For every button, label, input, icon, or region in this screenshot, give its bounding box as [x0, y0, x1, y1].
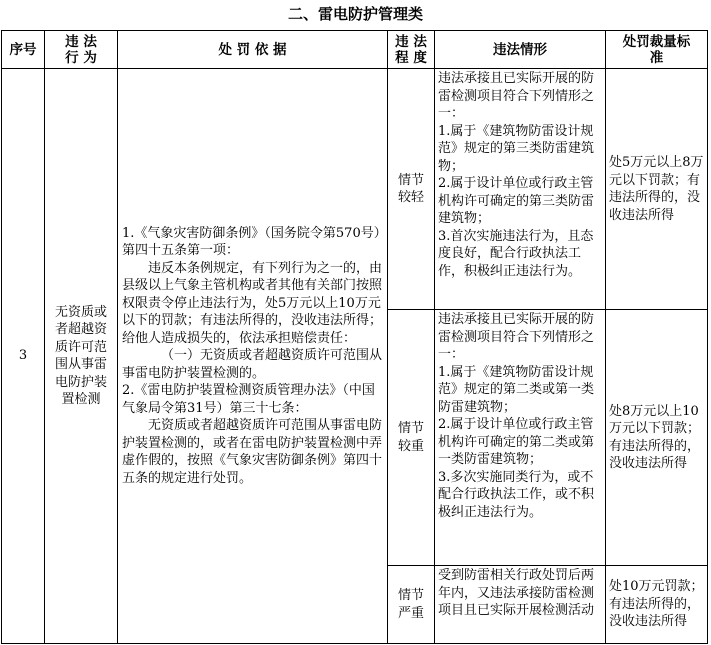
situation-item: 违法承接且已实际开展的防雷检测项目符合下列情形之一：: [438, 71, 595, 121]
header-situation: 违法情形: [435, 31, 606, 69]
basis-item: （一）无资质或者超越资质许可范围从事雷电防护装置检测的。: [122, 348, 383, 381]
header-degree: 违 法 程 度: [388, 31, 435, 69]
row-basis: [118, 69, 388, 644]
situation-item: 3.多次实施同类行为，或不配合行政执法工作，或不积极纠正违法行为。: [438, 469, 595, 520]
basis-item: 1.《气象灾害防御条例》（国务院令第570号）第四十五条第一项：: [122, 225, 381, 259]
situation-item: 3.首次实施违法行为，且态度良好，配合行政执法工作，积极纠正违法行为。: [438, 228, 594, 279]
situation-item: 受到防雷相关行政处罚后两年内，又违法承接防雷检测项目且已实际开展检测活动: [438, 568, 595, 618]
row-act: 无资质或者超越资质许可范围从事雷电防护装置检测: [45, 69, 118, 644]
situation-item: 1.属于《建筑物防雷设计规范》规定的第二类或第一类防雷建筑物；: [438, 364, 595, 415]
header-seq: 序号: [2, 31, 45, 69]
degree-severe: 情节 严重: [388, 566, 435, 644]
page-title: 二、雷电防护管理类: [287, 5, 423, 23]
header-penalty: 处罚裁量标 准: [606, 31, 708, 69]
header-act: 违 法 行 为: [45, 31, 118, 69]
penalty-table: [1, 30, 708, 644]
header-basis: 处 罚 依 据: [118, 31, 388, 69]
basis-item: 违反本条例规定，有下列行为之一的，由县级以上气象主管机构或者其他有关部门按照权限责令停止违法行为，处5万元以上10万元以下的罚款；有违法所得的，没收违法所得；给他人造成损失的，依法承担赔偿责任：: [122, 260, 383, 346]
situation-serious: [435, 310, 606, 566]
degree-light: 情节 较轻: [388, 69, 435, 310]
degree-serious: 情节 较重: [388, 310, 435, 566]
situation-severe: [435, 566, 606, 644]
table-row: [2, 69, 708, 310]
situation-light: [435, 69, 606, 310]
basis-item: 2.《雷电防护装置检测资质管理办法》（中国气象局令第31号）第三十七条：: [122, 383, 375, 416]
penalty-light: 处5万元以上8万元以下罚款；有违法所得的，没收违法所得: [606, 69, 708, 310]
situation-item: 2.属于设计单位或行政主管机构许可确定的第二类或第一类防雷建筑物；: [438, 417, 595, 467]
basis-item: 无资质或者超越资质许可范围从事雷电防护装置检测的，或者在雷电防护装置检测中弄虚作假的，按照《气象灾害防御条例》第四十五条的规定进行处罚。: [122, 418, 383, 486]
situation-item: 违法承接且已实际开展的防雷检测项目符合下列情形之一：: [438, 312, 595, 362]
header-row: [2, 31, 708, 69]
situation-item: 1.属于《建筑物防雷设计规范》规定的第三类防雷建筑物；: [438, 123, 595, 174]
penalty-serious: 处8万元以上10万元以下罚款；有违法所得的，没收违法所得: [606, 310, 708, 566]
penalty-severe: 处10万元罚款；有违法所得的，没收违法所得: [606, 566, 708, 644]
row-seq: 3: [2, 69, 45, 644]
situation-item: 2.属于设计单位或行政主管机构许可确定的第三类防雷建筑物；: [438, 176, 595, 226]
